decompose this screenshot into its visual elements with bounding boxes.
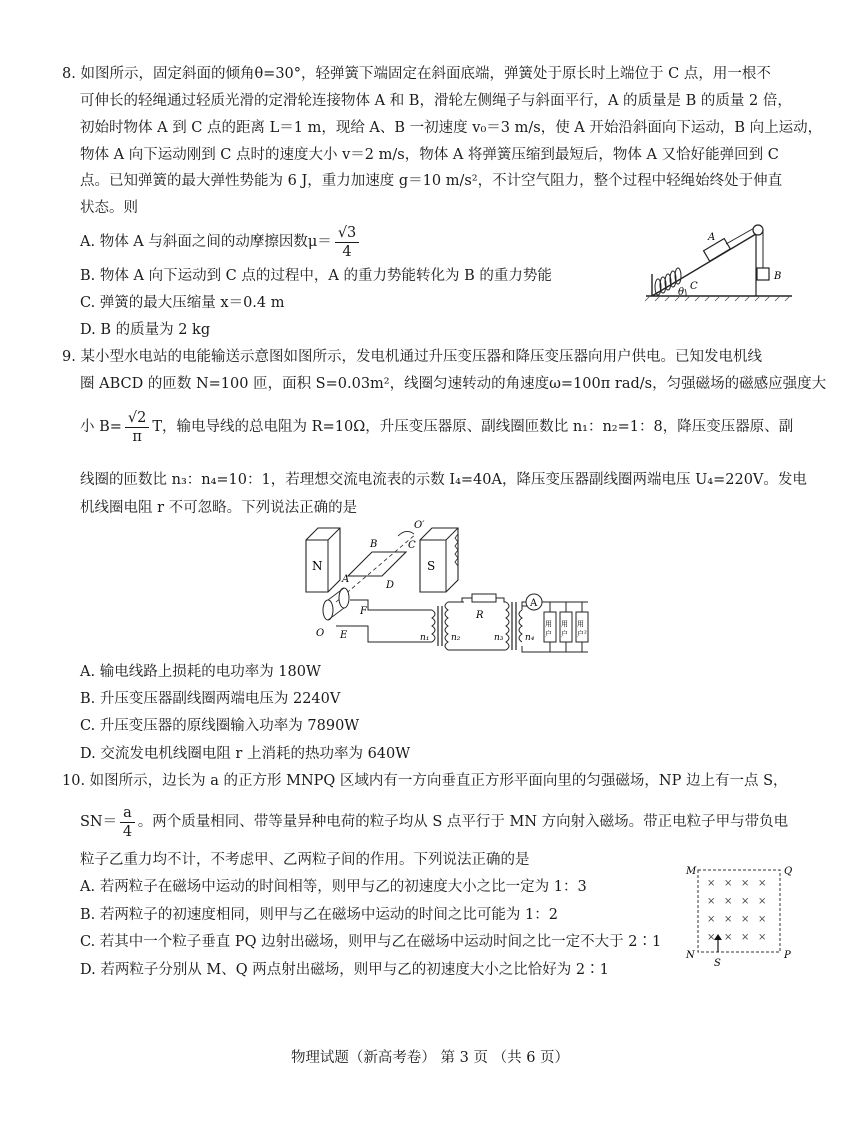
q8-line: 物体 A 向下运动刚到 C 点时的速度大小 v＝2 m/s，物体 A 将弹簧压缩到最短后，物体 A 又恰好能弹回到 C xyxy=(80,147,779,163)
svg-text:×: × xyxy=(724,914,733,925)
q9-option-d: D. 交流发电机线圈电阻 r 上消耗的热功率为 640W xyxy=(80,746,411,762)
q9-option-b: B. 升压变压器副线圈两端电压为 2240V xyxy=(80,691,341,707)
n2-label: n₂ xyxy=(451,633,461,643)
user-label: 用 xyxy=(577,620,584,628)
svg-text:×: × xyxy=(724,878,733,889)
corner-m-label: M xyxy=(686,866,697,877)
q10-option-c: C. 若其中一个粒子垂直 PQ 边射出磁场，则甲与乙在磁场中运动时间之比一定不大于 2∶1 xyxy=(80,934,662,950)
q10-option-d: D. 若两粒子分别从 M、Q 两点射出磁场，则甲与乙的初速度大小之比恰好为 2∶1 xyxy=(80,962,609,978)
axis-o-label: O xyxy=(316,628,325,639)
fraction-denominator: π xyxy=(132,428,142,445)
q9-b-fraction xyxy=(125,409,149,446)
fraction-denominator: 4 xyxy=(122,823,133,840)
q10-magnetic-field-figure xyxy=(680,860,800,980)
q10-sn-fraction xyxy=(120,804,135,841)
q10-line: 10. 如图所示，边长为 a 的正方形 MNPQ 区域内有一方向垂直正方形平面向里的匀强磁场，NP 边上有一点 S， xyxy=(62,773,788,789)
user-label: 户 xyxy=(545,630,552,638)
point-s-label: S xyxy=(714,958,721,969)
n4-label: n₄ xyxy=(525,633,535,643)
svg-text:×: × xyxy=(724,932,733,943)
fraction-numerator: √2 xyxy=(125,409,149,428)
corner-n-label: N xyxy=(686,950,695,961)
n1-label: n₁ xyxy=(420,633,430,643)
axis-o-prime-label: O′ xyxy=(414,520,425,531)
user-label: 用 xyxy=(545,620,552,628)
q9-line: 圈 ABCD 的匝数 N=100 匝，面积 S=0.03m²，线圈匀速转动的角速度ω=100π rad/s，匀强磁场的磁感应强度大 xyxy=(80,376,827,392)
svg-text:×: × xyxy=(741,878,750,889)
q9-text: T，输电导线的总电阻为 R=10Ω，升压变压器原、副线圈匝数比 n₁：n₂=1：8，降压变压器原、副 xyxy=(152,419,794,435)
user-label: 户 xyxy=(561,630,568,638)
fraction-numerator: √3 xyxy=(335,224,359,243)
svg-text:×: × xyxy=(707,878,716,889)
svg-text:×: × xyxy=(741,896,750,907)
q8-option-a-text: A. 物体 A 与斜面之间的动摩擦因数μ＝ xyxy=(80,234,332,250)
page-footer: 物理试题（新高考卷） 第 3 页 （共 6 页） xyxy=(290,1050,570,1066)
resistor-r-label: R xyxy=(476,610,484,621)
q9-power-transmission-figure xyxy=(296,514,592,654)
q10-line-sn xyxy=(80,802,788,842)
q8-option-c: C. 弹簧的最大压缩量 x＝0.4 m xyxy=(80,295,285,311)
svg-text:×: × xyxy=(758,896,767,907)
q8-option-b: B. 物体 A 向下运动到 C 点的过程中，A 的重力势能转化为 B 的重力势能 xyxy=(80,268,552,284)
q10-option-b: B. 若两粒子的初速度相同，则甲与乙在磁场中运动的时间之比可能为 1：2 xyxy=(80,907,558,923)
q8-line: 状态。则 xyxy=(80,200,138,216)
svg-text:×: × xyxy=(707,914,716,925)
q8-option-a xyxy=(80,222,362,262)
svg-text:×: × xyxy=(724,896,733,907)
q9-line: 9. 某小型水电站的电能输送示意图如图所示，发电机通过升压变压器和降压变压器向用户供电。已知发电机线 xyxy=(62,349,762,365)
q8-line: 8. 如图所示，固定斜面的倾角θ=30°，轻弹簧下端固定在斜面底端，弹簧处于原长时上端位于 C 点，用一根不 xyxy=(62,66,771,82)
user-load-1 xyxy=(544,602,556,652)
user-load-3 xyxy=(576,602,588,652)
fraction-denominator: 4 xyxy=(342,243,352,260)
n3-label: n₃ xyxy=(494,633,504,643)
block-b-label: B xyxy=(774,271,782,282)
ammeter-label: A xyxy=(530,598,538,609)
q8-line: 初始时物体 A 到 C 点的距离 L＝1 m，现给 A、B 一初速度 v₀＝3 m/s，使 A 开始沿斜面向下运动，B 向上运动， xyxy=(80,120,823,136)
q9-option-a: A. 输电线路上损耗的电功率为 180W xyxy=(80,664,321,680)
user-load-2 xyxy=(560,602,572,652)
coil-d-label: D xyxy=(386,580,395,591)
brush-e-label: E xyxy=(340,630,348,641)
user-label: 用 xyxy=(561,620,568,628)
q8-line: 点。已知弹簧的最大弹性势能为 6 J，重力加速度 g＝10 m/s²，不计空气阻力，整个过程中轻绳始终处于伸直 xyxy=(80,173,783,189)
q10-text: 。两个质量相同、带等量异种电荷的粒子均从 S 点平行于 MN 方向射入磁场。带正电粒子甲与带负电 xyxy=(137,814,789,830)
block-a-label: A xyxy=(708,232,716,243)
q9-line-magnetic-field xyxy=(80,405,793,449)
corner-q-label: Q xyxy=(784,866,793,877)
svg-text:×: × xyxy=(741,932,750,943)
theta-label: θ xyxy=(678,287,685,298)
svg-text:×: × xyxy=(758,932,767,943)
magnet-n-label: N xyxy=(312,559,323,573)
q8-line: 可伸长的轻绳通过轻质光滑的定滑轮连接物体 A 和 B，滑轮左侧绳子与斜面平行，A 的质量是 B 的质量 2 倍， xyxy=(80,93,792,109)
field-into-page-marks xyxy=(707,878,766,943)
fraction-numerator: a xyxy=(120,804,135,823)
svg-text:×: × xyxy=(707,896,716,907)
corner-p-label: P xyxy=(784,950,791,961)
q9-line: 线圈的匝数比 n₃：n₄=10：1，若理想交流电流表的示数 I₄=40A，降压变压器副线圈两端电压 U₄=220V。发电 xyxy=(80,472,807,488)
coil-a-label: A xyxy=(342,574,350,585)
q8-option-d: D. B 的质量为 2 kg xyxy=(80,322,211,338)
point-c-label: C xyxy=(690,281,698,292)
magnet-s-label: S xyxy=(427,559,436,573)
q9-line: 机线圈电阻 r 不可忽略。下列说法正确的是 xyxy=(80,500,358,516)
coil-b-label: B xyxy=(370,539,378,550)
q9-option-c: C. 升压变压器的原线圈输入功率为 7890W xyxy=(80,718,360,734)
q10-line: 粒子乙重力均不计，不考虑甲、乙两粒子间的作用。下列说法正确的是 xyxy=(80,852,530,868)
svg-text:×: × xyxy=(758,914,767,925)
q10-text: SN＝ xyxy=(80,814,118,830)
svg-text:×: × xyxy=(707,932,716,943)
coil-c-label: C xyxy=(408,540,416,551)
svg-text:×: × xyxy=(741,914,750,925)
user-label: 户² xyxy=(577,630,587,638)
brush-f-label: F xyxy=(360,606,367,617)
q10-option-a: A. 若两粒子在磁场中运动的时间相等，则甲与乙的初速度大小之比一定为 1：3 xyxy=(80,879,587,895)
q8-incline-figure xyxy=(640,222,800,302)
svg-text:×: × xyxy=(758,878,767,889)
q8-option-a-fraction xyxy=(335,224,359,261)
q9-text: 小 B= xyxy=(80,419,122,435)
